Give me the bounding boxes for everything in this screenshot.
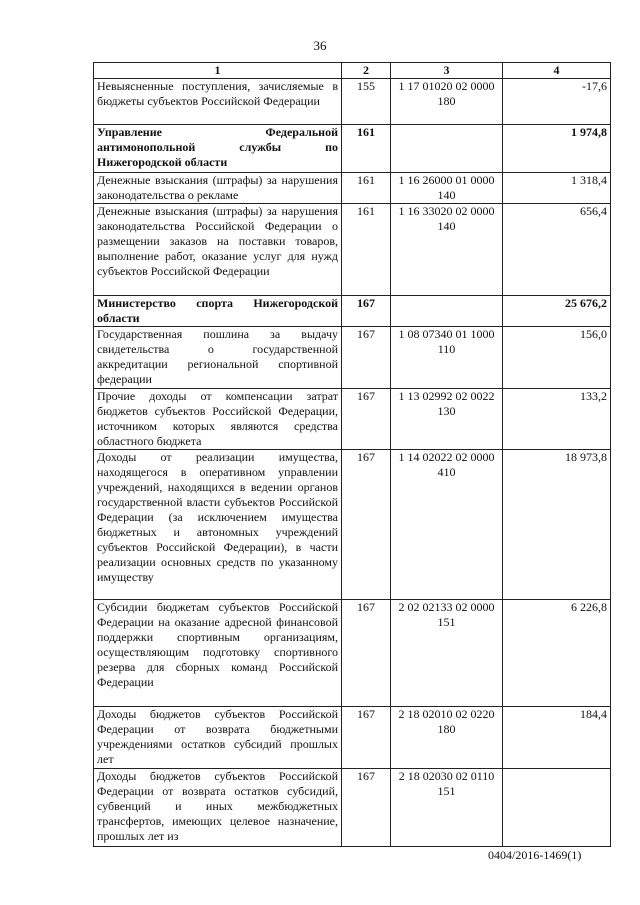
table-row [94,769,611,847]
row-budget-code: 2 18 02030 02 0110 151 [391,769,503,847]
row-admin-code: 167 [342,450,391,600]
row-name: Доходы бюджетов субъектов Российской Федерации от возврата остатков субсидий, субвенций и иных межбюджетных трансфертов, имеющих целевое назначение, прошлых лет из [94,769,342,847]
row-admin-code: 167 [342,296,391,327]
row-admin-code: 155 [342,79,391,125]
row-budget-code: 1 08 07340 01 1000 110 [391,327,503,389]
row-amount: -17,6 [503,79,611,125]
table-row [94,296,611,327]
row-budget-code [391,125,503,173]
row-budget-code: 1 14 02022 02 0000 410 [391,450,503,600]
row-budget-code [391,296,503,327]
row-name: Доходы от реализации имущества, находящегося в оперативном управлении учреждений, находящихся в ведении органов государственной власти субъектов Российской Федерации (за исключением имущества бюджетных и автономных учреждений субъектов Российской Федерации), в части реализации основных средств по указанному имуществу [94,450,342,600]
table-row [94,79,611,125]
row-name: Прочие доходы от компенсации затрат бюджетов субъектов Российской Федерации, источником которых являются средства областного бюджета [94,389,342,450]
row-amount: 18 973,8 [503,450,611,600]
row-amount: 25 676,2 [503,296,611,327]
row-budget-code: 2 18 02010 02 0220 180 [391,707,503,769]
row-name: Денежные взыскания (штрафы) за нарушения законодательства Российской Федерации о размещении заказов на поставки товаров, выполнение работ, оказание услуг для нужд субъектов Российской Федерации [94,204,342,296]
row-name: Доходы бюджетов субъектов Российской Федерации от возврата бюджетными учреждениями остатков субсидий прошлых лет [94,707,342,769]
row-admin-code: 167 [342,707,391,769]
row-budget-code: 2 02 02133 02 0000 151 [391,600,503,707]
row-name: Невыясненные поступления, зачисляемые в бюджеты субъектов Российской Федерации [94,79,342,125]
row-amount [503,769,611,847]
table-row [94,173,611,204]
row-admin-code: 167 [342,769,391,847]
row-amount: 6 226,8 [503,600,611,707]
table-row [94,389,611,450]
table-header-row [94,63,611,79]
row-amount: 184,4 [503,707,611,769]
column-header: 4 [503,63,611,79]
column-header: 1 [94,63,342,79]
row-admin-code: 161 [342,173,391,204]
row-budget-code: 1 16 33020 02 0000 140 [391,204,503,296]
row-name: Управление Федеральной антимонопольной службы по Нижегородской области [94,125,342,173]
row-budget-code: 1 17 01020 02 0000 180 [391,79,503,125]
document-footer-code: 0404/2016-1469(1) [488,848,582,862]
row-admin-code: 161 [342,125,391,173]
table-row [94,327,611,389]
row-admin-code: 167 [342,600,391,707]
row-budget-code: 1 16 26000 01 0000 140 [391,173,503,204]
row-name: Денежные взыскания (штрафы) за нарушения законодательства о рекламе [94,173,342,204]
table-row [94,125,611,173]
row-admin-code: 161 [342,204,391,296]
row-amount: 1 974,8 [503,125,611,173]
row-amount: 156,0 [503,327,611,389]
table-row [94,450,611,600]
row-admin-code: 167 [342,389,391,450]
row-name: Государственная пошлина за выдачу свидетельства о государственной аккредитации региональной спортивной федерации [94,327,342,389]
row-name: Министерство спорта Нижегородской области [94,296,342,327]
row-name: Субсидии бюджетам субъектов Российской Федерации на оказание адресной финансовой поддержки спортивным организациям, осуществляющим подготовку спортивного резерва для сборных команд Российской Федерации [94,600,342,707]
column-header: 2 [342,63,391,79]
row-admin-code: 167 [342,327,391,389]
column-header: 3 [391,63,503,79]
row-amount: 1 318,4 [503,173,611,204]
row-amount: 656,4 [503,204,611,296]
table-row [94,600,611,707]
row-budget-code: 1 13 02992 02 0022 130 [391,389,503,450]
page-number: 36 [313,38,327,53]
table-row [94,204,611,296]
revenue-table [93,62,611,847]
table-row [94,707,611,769]
row-amount: 133,2 [503,389,611,450]
